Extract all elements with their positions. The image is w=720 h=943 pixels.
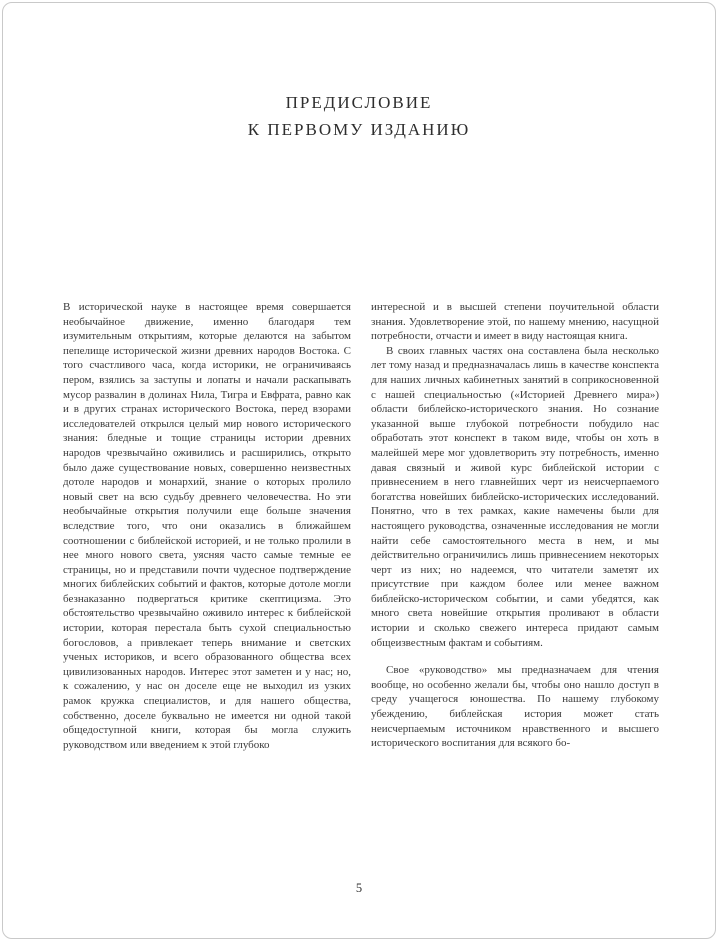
right-column [371,300,659,752]
chapter-title [3,89,715,143]
page-number: 5 [355,881,363,895]
paragraph: В исторической науке в настоящее время совершается необычайное движение, именно благодаря тем изумительным открытиям, которые делаются на забытом пепелище исторической жизни древних народов Востока. С того счастливого часа, когда историки, не ограничиваясь пером, взялись за заступы и лопаты и начали раскапывать мусор развалин в долинах Нила, Тигра и Евфрата, равно как и в других странах исторического Востока, перед взорами исследователей открылся целый мир нового исторического знания: бледные и тощие страницы истории древних народов чрезвычайно оживились и расширились, открыто было даже существование новых, совершенно неизвестных дотоле народов и монархий, знание о которых пролило новый свет на всю судьбу древнего человечества. Но эти необычайные открытия получили еще больше значения вследствие того, что они оказались в ближайшем соотношении с библейской историей, и не только пролили в нее много нового света, уясняя часто самые темные ее страницы, но и представили почти чудесное подтверждение многих библейских событий и фактов, которые дотоле могли безнаказанно подвергаться критике скептицизма. Это обстоятельство чрезвычайно оживило интерес к библейской истории, которая перестала быть сухой специальностью богословов, а привлекает теперь внимание и светских ученых историков, и всего образованного общества всех цивилизованных народов. Интерес этот заметен и у нас; но, к сожалению, у нас он доселе еще не выходил из узких рамок кружка специалистов, и для нашего общества, собственно, доселе буквально не имеется ни одной такой общедоступной книги, которая бы могла служить руководством или введением к этой глубоко [63,301,351,751]
paragraph: В своих главных частях она составлена была несколько лет тому назад и предназначалась лишь в качестве конспекта для наших личных кабинетных занятий в соприкосновенной с нашей специальностью («Историей Древнего мира») области библейско-исторического знания. Но сознание указанной выше глубокой потребности побудило нас обработать этот конспект в таком виде, чтобы он хоть в малейшей мере мог удовлетворить эту потребность, именно давая связный и живой курс библейской истории с привнесением в него главнейших черт из неисчерпаемого богатства новейших библейско-исторических исследований. Понятно, что в тех рамках, какие намечены были для настоящего руководства, означенные исследования не могли найти себе самостоятельного места в нем, и мы действительно ограничились лишь привнесением некоторых черт из них; но надеемся, что читатели заметят их присутствие при каждом более или менее важном библейско-историческом событии, и сами убедятся, как много света новейшие открытия проливают в области истории и сколько свежего интереса придают самым общеизвестным фактам и событиям. [371,344,659,649]
title-line-1: ПРЕДИСЛОВИЕ [285,93,433,112]
paragraph: Свое «руководство» мы предназначаем для чтения вообще, но особенно желали бы, чтобы оно нашло доступ в среду учащегося юношества. По нашему глубокому убеждению, библейская история может стать неисчерпаемым источником нравственного и высшего исторического воспитания для всякого бо- [371,664,659,750]
title-line-2: К ПЕРВОМУ ИЗДАНИЮ [247,120,471,139]
book-page [2,2,716,939]
left-column [63,300,351,752]
paragraph: интересной и в высшей степени поучительной области знания. Удовлетворение этой, по нашему мнению, насущной потребности, отчасти и имеет в виду настоящая книга. [371,301,659,343]
body-columns [63,300,659,752]
